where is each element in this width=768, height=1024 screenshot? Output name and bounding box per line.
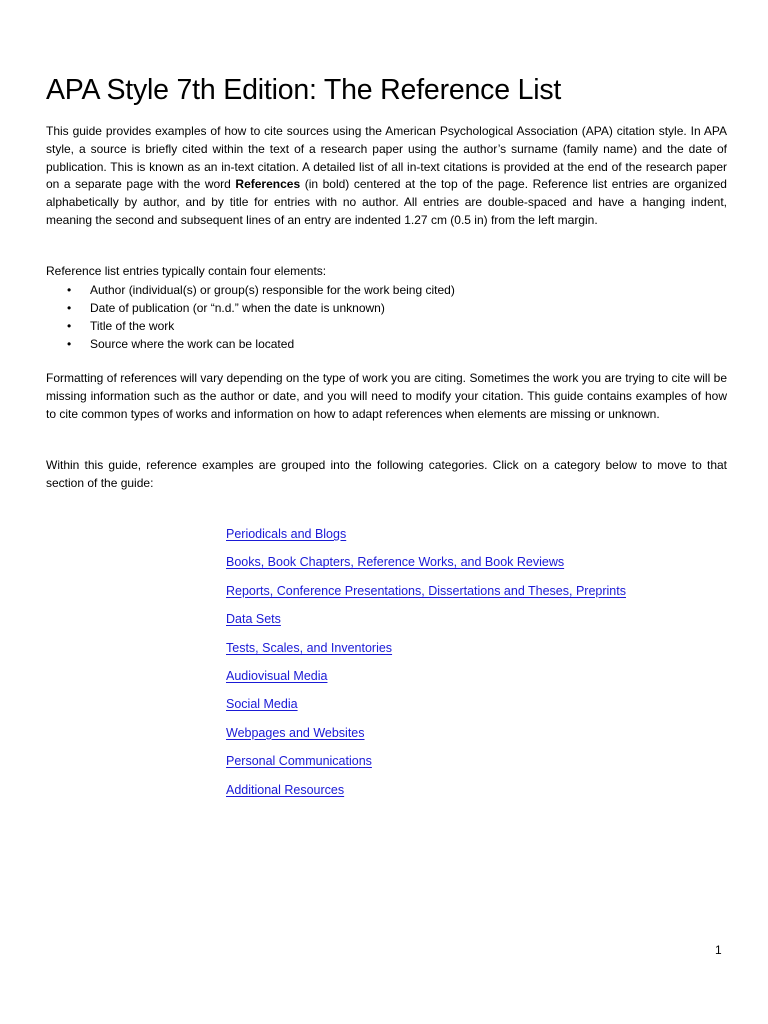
intro-paragraph bbox=[46, 123, 727, 230]
list-item-text: Source where the work can be located bbox=[90, 337, 295, 351]
page-number: 1 bbox=[715, 943, 722, 957]
elements-lead-text: Reference list entries typically contain four elements: bbox=[46, 264, 327, 278]
list-item bbox=[46, 281, 455, 299]
list-item-text: Title of the work bbox=[90, 319, 175, 333]
categories-lead-text: Within this guide, reference examples are grouped into the following categories. Click on a category below to move to that section of the guide: bbox=[46, 458, 727, 490]
list-item bbox=[46, 317, 455, 335]
bullet-icon: • bbox=[67, 283, 72, 297]
bullet-icon: • bbox=[67, 319, 72, 333]
category-link-personal-communications[interactable]: Personal Communications bbox=[226, 754, 372, 769]
list-item bbox=[226, 697, 626, 725]
list-item bbox=[226, 754, 626, 782]
category-links-list bbox=[226, 527, 626, 811]
category-link-data-sets[interactable]: Data Sets bbox=[226, 612, 281, 627]
category-link-audiovisual[interactable]: Audiovisual Media bbox=[226, 668, 328, 683]
list-item bbox=[226, 726, 626, 754]
list-item bbox=[226, 783, 626, 811]
page-title: APA Style 7th Edition: The Reference List bbox=[46, 74, 562, 106]
category-link-reports[interactable]: Reports, Conference Presentations, Dissertations and Theses, Preprints bbox=[226, 583, 626, 598]
list-item bbox=[226, 612, 626, 640]
list-item-text: Date of publication (or “n.d.” when the date is unknown) bbox=[90, 301, 385, 315]
category-link-social-media[interactable]: Social Media bbox=[226, 697, 298, 712]
list-item bbox=[226, 584, 626, 612]
list-item bbox=[46, 335, 455, 353]
category-link-tests[interactable]: Tests, Scales, and Inventories bbox=[226, 640, 393, 655]
list-item bbox=[226, 527, 626, 555]
category-link-webpages[interactable]: Webpages and Websites bbox=[226, 725, 365, 740]
list-item bbox=[226, 641, 626, 669]
intro-text-end: (in bold) centered at the top of the page. Reference list entries are organized alphabetically by author, and by title for entries with no author. All entries are double-spaced and have a hanging indent, meaning the second and subsequent lines of an entry are indented 1.27 cm (0.5 in) from the left margin. bbox=[46, 177, 727, 227]
bullet-icon: • bbox=[67, 337, 72, 351]
bullet-icon: • bbox=[67, 301, 72, 315]
elements-list bbox=[46, 281, 455, 353]
references-bold-word: References bbox=[235, 177, 301, 192]
category-link-books[interactable]: Books, Book Chapters, Reference Works, and Book Reviews bbox=[226, 555, 565, 570]
list-item bbox=[226, 555, 626, 583]
formatting-paragraph: Formatting of references will vary depending on the type of work you are citing. Sometimes the work you are trying to cite will be missing information such as the author or date, and you will need to modify your citation. This guide contains examples of how to cite common types of works and information on how to adapt references when elements are missing or unknown. bbox=[46, 371, 727, 421]
list-item-text: Author (individual(s) or group(s) responsible for the work being cited) bbox=[90, 283, 455, 297]
list-item bbox=[46, 299, 455, 317]
category-link-periodicals[interactable]: Periodicals and Blogs bbox=[226, 527, 347, 541]
list-item bbox=[226, 669, 626, 697]
category-link-additional-resources[interactable]: Additional Resources bbox=[226, 782, 345, 797]
intro-text-start: This guide provides examples of how to cite sources using the American Psychological Association (APA) citation style. In APA style, a source is briefly cited within the text of a research paper using the author’s surname (family name) and the date of publication. This is known as an in-text citation. A detailed list of all in-text citations is provided at the end of the research paper on a separate page with the word bbox=[46, 124, 727, 192]
